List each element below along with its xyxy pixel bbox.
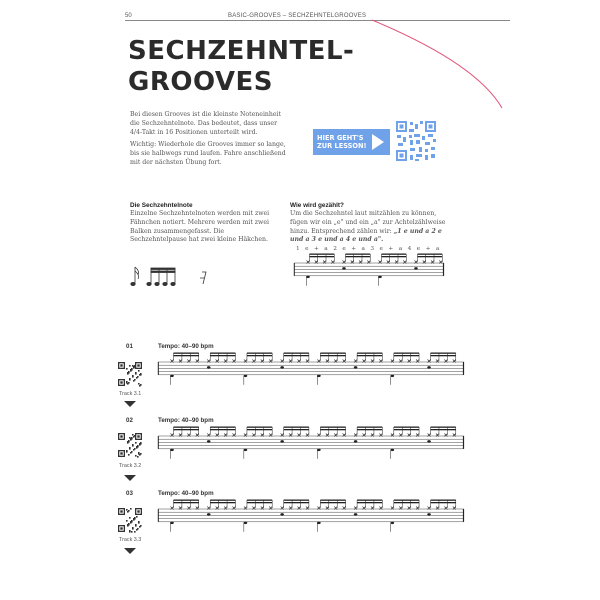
note-beam [357,427,382,428]
intro-paragraph-2: Wichtig: Wiederhole die Grooves immer so lange, bis sie halbwegs rund laufen. Fahre anschließend mit der nächsten Übung fort. [130,141,286,166]
note-beam [174,500,199,501]
exercise-staff [158,354,468,394]
exercise-number: 01 [126,343,133,350]
note-beam [210,355,235,356]
qr-module [133,449,135,451]
note-beam [174,427,199,428]
note-beam [210,427,235,428]
counting-text-italic: „1 e und a 2 e und a 3 e und a 4 e und a". [290,227,442,244]
note-beam [394,355,419,356]
note-beam [284,502,309,503]
track-label: Track 3.2 [119,463,142,469]
qr-module [129,448,131,450]
note-beam [284,500,309,501]
counting-text [290,210,450,245]
snare-note [354,366,358,369]
qr-finder [137,435,139,437]
qr-module [129,437,131,439]
bass-note [170,522,174,525]
sixteenth-note-text: Einzelne Sechzehntelnoten werden mit zwei Fähnchen notiert. Mehrere werden mit zwei Balken zusammengefasst. Die Sechzehntelpause hat zwei kleine Häkchen. [130,210,270,244]
qr-module [130,370,132,372]
qr-module [130,439,132,441]
count-syllables: 1 e + a 2 e + a 3 e + a 4 e + a [296,246,442,252]
qr-module [132,528,134,530]
snare-note [354,513,358,516]
qr-module [134,531,136,533]
snare-note [427,366,431,369]
qr-module [140,374,142,376]
snare-note [280,440,284,443]
exercise-tempo: Tempo: 40–90 bpm [158,417,214,424]
note-beam [357,502,382,503]
qr-module [130,508,132,510]
snare-note [207,440,211,443]
qr-module [135,373,137,375]
bass-note [391,522,395,525]
qr-module [130,522,132,524]
counting-heading: Wie wird gezählt? [290,202,344,209]
lesson-button-line-2: ZUR LESSON! [317,142,367,150]
snare-note [414,267,418,270]
qr-module [129,531,131,533]
note-beam [357,355,382,356]
qr-module [135,455,137,457]
note-beam [431,427,456,428]
qr-module [126,368,128,370]
note-beam [320,500,345,501]
intro-paragraph-1: Bei diesen Grooves ist die kleinste Noteneinheit die Sechzehntelnote. Das bedeutet, dass unser 4/4-Takt in 16 Positionen unterteilt wird. [130,111,282,136]
bass-note [317,449,321,452]
sixteenth-note-example [130,262,220,292]
arrow-down-icon [124,475,136,481]
qr-module [127,442,129,444]
note-beam [310,254,335,255]
note-beam [320,502,345,503]
note-beam [247,502,272,503]
snare-note [427,513,431,516]
exercise-number: 03 [126,490,133,497]
page-title-line-2: GROOVES [128,67,273,97]
running-title: BASIC-GROOVES – SECHZEHNTELGROOVES [228,13,367,19]
qr-module [139,385,141,387]
qr-module [133,436,135,438]
note-beam [431,429,456,430]
note-beam [394,353,419,354]
note-beam [431,353,456,354]
note-beam [310,256,335,257]
qr-finder [120,527,122,529]
page-title [128,36,354,98]
page-number: 50 [125,13,132,19]
bass-note [244,449,248,452]
bass-note [306,276,310,279]
note-beam [284,429,309,430]
snare-note [342,267,346,270]
play-icon [372,134,384,150]
note-beam [174,502,199,503]
qr-module [138,522,140,524]
bass-note [170,375,174,378]
qr-module [136,516,138,518]
note-beam [210,429,235,430]
note-beam [284,353,309,354]
exercise-number: 02 [126,417,133,424]
qr-module [133,367,135,369]
bass-note [391,375,395,378]
note-beam [382,254,407,255]
bass-note [378,276,382,279]
bass-note [317,375,321,378]
snare-note [280,513,284,516]
qr-module [132,434,134,436]
qr-module [139,526,141,528]
page-title-line-1: SECHZEHNTEL- [128,36,355,66]
qr-module [135,525,137,527]
note-beam [394,429,419,430]
track-label: Track 3.1 [119,391,142,397]
note-beam [394,427,419,428]
qr-module [131,531,133,533]
note-beam [346,254,371,255]
lesson-button[interactable] [313,129,390,155]
note-beam [210,502,235,503]
snare-note [207,513,211,516]
note-beam [320,355,345,356]
sixteenth-note-heading: Die Sechzehntelnote [130,202,193,209]
counting-staff [294,255,454,295]
note-beam [247,500,272,501]
note-beam [174,355,199,356]
qr-module [126,509,128,511]
note-beam [394,500,419,501]
qr-module [136,447,138,449]
bass-note [244,375,248,378]
qr-module [137,456,139,458]
exercise-tempo: Tempo: 40–90 bpm [158,343,214,350]
qr-module [138,453,140,455]
qr-module [139,444,141,446]
exercise-tempo: Tempo: 40–90 bpm [158,490,214,497]
qr-module [132,445,134,447]
qr-module [127,525,129,527]
qr-finder [120,364,122,366]
qr-finder [120,452,122,454]
snare-note [427,440,431,443]
qr-module [126,382,128,384]
track-label: Track 3.3 [119,537,142,543]
qr-module [133,519,135,521]
qr-finder [137,364,139,366]
qr-module [133,380,135,382]
note-beam [247,353,272,354]
note-beam [346,256,371,257]
note-beam [418,254,443,255]
qr-module [129,379,131,381]
qr-module [129,365,131,367]
snare-note [354,440,358,443]
bass-note [170,449,174,452]
track-qr-code[interactable] [117,361,143,387]
track-qr-code[interactable] [117,507,143,533]
arrow-down-icon [124,548,136,554]
note-beam [247,427,272,428]
qr-module [127,373,129,375]
note-beam [394,502,419,503]
note-beam [431,500,456,501]
note-beam [357,353,382,354]
qr-module [138,370,140,372]
note-beam [247,355,272,356]
note-beam [174,353,199,354]
qr-module [135,442,137,444]
lesson-qr-code[interactable] [395,120,437,162]
note-beam [174,429,199,430]
note-beam [431,502,456,503]
qr-module [130,452,132,454]
qr-module [126,451,128,453]
qr-module [136,377,138,379]
exercise-staff [158,501,468,541]
qr-finder [137,510,139,512]
qr-module [136,529,138,531]
bass-note [391,449,395,452]
qr-module [138,383,140,385]
note-beam [210,353,235,354]
note-beam [284,427,309,428]
bass-note [317,522,321,525]
bass-note [244,522,248,525]
track-qr-code[interactable] [117,432,143,458]
qr-module [126,520,128,522]
note-beam [210,500,235,501]
note-beam [357,429,382,430]
exercise-staff [158,428,468,468]
qr-module [132,376,134,378]
note-beam [320,429,345,430]
qr-module [129,517,131,519]
lesson-button-line-1: HIER GEHT'S [317,134,364,142]
snare-note [207,366,211,369]
note-beam [247,429,272,430]
note-beam [431,355,456,356]
qr-module [127,511,129,513]
qr-finder [120,381,122,383]
note-beam [284,355,309,356]
note-beam [357,500,382,501]
qr-module [128,454,130,456]
note-beam [320,427,345,428]
note-beam [382,256,407,257]
snare-note [280,366,284,369]
qr-finder [120,435,122,437]
note-beam [418,256,443,257]
counting-text-plain: Um die Sechzehntel laut mitzählen zu können, fügen wir ein „e" und ein „a" zur Achtelzählweise hinzu. Entsprechend zählen wir: [290,210,446,235]
arrow-down-icon [124,401,136,407]
qr-finder [120,510,122,512]
qr-module [132,365,134,367]
note-beam [320,353,345,354]
